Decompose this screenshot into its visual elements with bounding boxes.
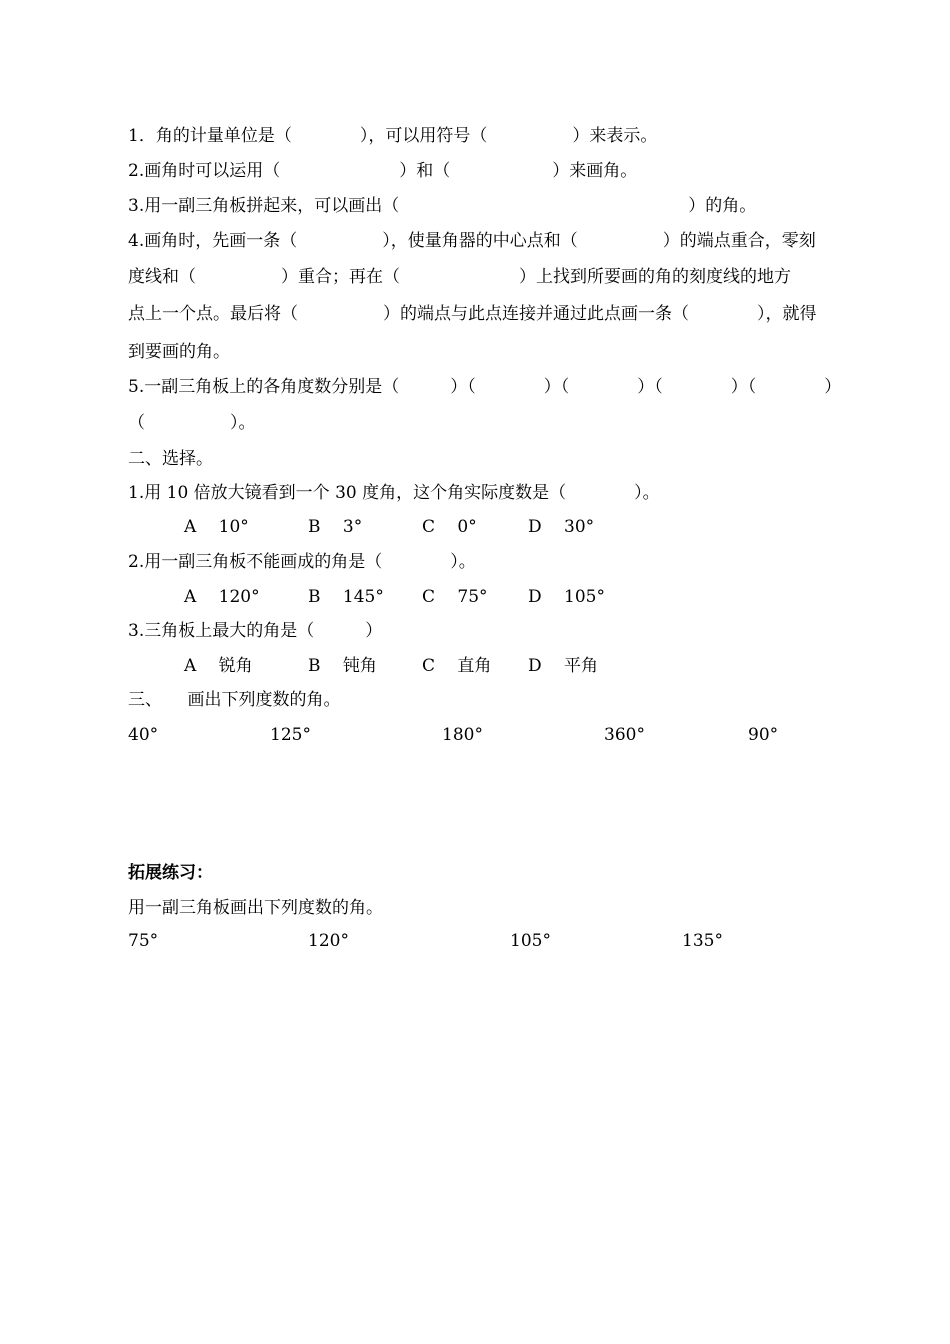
q2-1-option-d: D 30°	[528, 517, 595, 537]
angle-360: 360°	[604, 725, 645, 745]
extension-heading: 拓展练习：	[128, 863, 213, 883]
question-1-3: 3.用一副三角板拼起来，可以画出（ ）的角。	[128, 196, 757, 216]
q2-2-option-b: B 145°	[308, 587, 384, 607]
question-2-2: 2.用一副三角板不能画成的角是（ ）。	[128, 552, 476, 572]
section-3-heading: 三、 画出下列度数的角。	[128, 690, 341, 710]
question-1-5-line1: 5.一副三角板上的各角度数分别是（ ）（ ）（ ）（ ）（ ）	[128, 377, 842, 397]
q2-2-option-c: C 75°	[422, 587, 488, 607]
question-1-4-line3: 点上一个点。最后将（ ）的端点与此点连接并通过此点画一条（ ），就得	[128, 304, 817, 324]
q2-2-option-a: A 120°	[184, 587, 260, 607]
angle-90: 90°	[748, 725, 779, 745]
question-2-3: 3.三角板上最大的角是（ ）	[128, 621, 383, 641]
angle-125: 125°	[270, 725, 311, 745]
q2-3-option-d: D 平角	[528, 656, 599, 676]
question-1-4-line4: 到要画的角。	[128, 342, 230, 362]
ext-angle-120: 120°	[308, 931, 349, 951]
question-1-4-line2: 度线和（ ）重合；再在（ ）上找到所要画的角的刻度线的地方	[128, 267, 791, 287]
question-1-5-line2: （ ）。	[128, 413, 256, 433]
question-1-2: 2.画角时可以运用（ ）和（ ）来画角。	[128, 161, 638, 181]
question-1-4-line1: 4.画角时，先画一条（ ），使量角器的中心点和（ ）的端点重合，零刻	[128, 231, 816, 251]
extension-instruction: 用一副三角板画出下列度数的角。	[128, 898, 383, 918]
question-2-1: 1.用 10 倍放大镜看到一个 30 度角，这个角实际度数是（ ）。	[128, 483, 660, 503]
ext-angle-105: 105°	[510, 931, 551, 951]
section-2-heading: 二、选择。	[128, 449, 213, 469]
q2-3-option-b: B 钝角	[308, 656, 377, 676]
q2-3-option-a: A 锐角	[184, 656, 253, 676]
ext-angle-135: 135°	[682, 931, 723, 951]
q2-2-option-d: D 105°	[528, 587, 605, 607]
q2-1-option-a: A 10°	[184, 517, 249, 537]
q2-3-option-c: C 直角	[422, 656, 492, 676]
angle-180: 180°	[442, 725, 483, 745]
q2-1-option-c: C 0°	[422, 517, 477, 537]
question-1-1: 1．角的计量单位是（ ），可以用符号（ ）来表示。	[128, 126, 658, 146]
angle-40: 40°	[128, 725, 159, 745]
q2-1-option-b: B 3°	[308, 517, 363, 537]
ext-angle-75: 75°	[128, 931, 159, 951]
